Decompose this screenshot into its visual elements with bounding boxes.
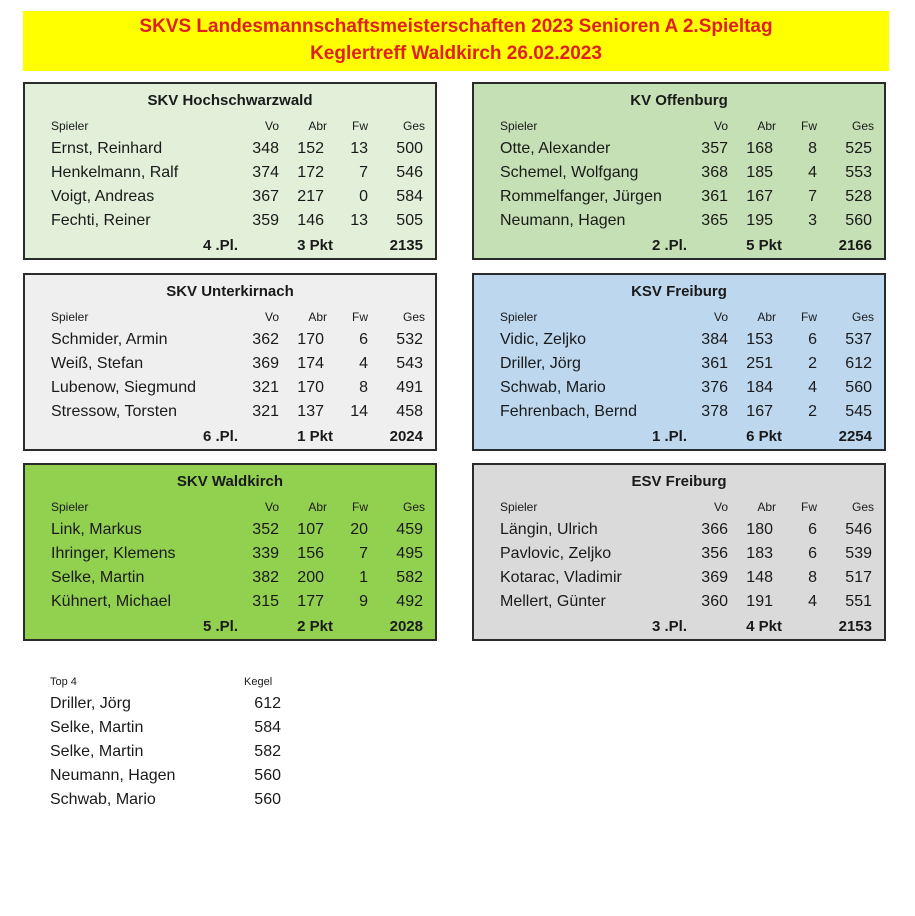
player-fw: 13 <box>350 212 368 229</box>
player-row <box>25 402 435 422</box>
player-ges: 532 <box>396 331 423 348</box>
player-fw: 8 <box>808 140 817 157</box>
player-ges: 612 <box>845 355 872 372</box>
player-fw: 4 <box>808 379 817 396</box>
player-fw: 9 <box>359 593 368 610</box>
player-vo: 384 <box>701 331 728 348</box>
team-box <box>472 82 886 260</box>
column-header-vo: Vo <box>264 500 279 514</box>
top4-player-name: Selke, Martin <box>50 743 144 760</box>
team-place: 4 .Pl. <box>202 237 238 254</box>
top4-player-name: Selke, Martin <box>50 719 144 736</box>
player-name: Driller, Jörg <box>500 355 581 372</box>
team-summary-row <box>25 618 435 638</box>
top4-player-name: Neumann, Hagen <box>50 767 176 784</box>
column-header-player: Spieler <box>500 119 538 133</box>
player-row <box>474 139 884 159</box>
column-header-abr: Abr <box>757 500 776 514</box>
player-vo: 368 <box>701 164 728 181</box>
player-ges: 551 <box>845 593 872 610</box>
player-vo: 348 <box>252 140 279 157</box>
player-row <box>474 520 884 540</box>
player-name: Neumann, Hagen <box>500 212 626 229</box>
team-name: KV Offenburg <box>630 92 728 109</box>
player-ges: 582 <box>396 569 423 586</box>
player-name: Voigt, Andreas <box>51 188 155 205</box>
player-vo: 339 <box>252 545 279 562</box>
player-abr: 156 <box>297 545 324 562</box>
column-header-ges: Ges <box>402 119 425 133</box>
team-place: 6 .Pl. <box>202 428 238 445</box>
player-name: Fechti, Reiner <box>51 212 151 229</box>
player-vo: 369 <box>701 569 728 586</box>
column-header-abr: Abr <box>308 119 327 133</box>
player-name: Pavlovic, Zeljko <box>500 545 612 562</box>
team-box <box>23 273 437 451</box>
player-ges: 491 <box>396 379 423 396</box>
column-header-player: Spieler <box>500 500 538 514</box>
player-row <box>474 402 884 422</box>
column-header-vo: Vo <box>713 310 728 324</box>
team-total: 2166 <box>838 237 872 254</box>
player-abr: 152 <box>297 140 324 157</box>
column-header-ges: Ges <box>851 310 874 324</box>
player-fw: 6 <box>808 331 817 348</box>
team-place: 1 .Pl. <box>651 428 687 445</box>
player-abr: 137 <box>297 403 324 420</box>
player-row <box>474 568 884 588</box>
top4-player-score: 560 <box>254 767 281 784</box>
column-header-player: Spieler <box>51 500 89 514</box>
column-header-player: Spieler <box>500 310 538 324</box>
title-banner <box>23 11 889 71</box>
player-ges: 492 <box>396 593 423 610</box>
player-ges: 560 <box>845 379 872 396</box>
player-ges: 517 <box>845 569 872 586</box>
player-row <box>474 354 884 374</box>
team-summary-row <box>25 428 435 448</box>
column-header-abr: Abr <box>757 119 776 133</box>
team-name: KSV Freiburg <box>631 283 727 300</box>
player-row <box>474 187 884 207</box>
player-row <box>25 139 435 159</box>
player-fw: 13 <box>350 140 368 157</box>
player-vo: 382 <box>252 569 279 586</box>
column-header-row <box>474 500 884 520</box>
player-name: Link, Markus <box>51 521 142 538</box>
player-vo: 360 <box>701 593 728 610</box>
team-total: 2028 <box>389 618 423 635</box>
player-row <box>25 330 435 350</box>
column-header-row <box>25 310 435 330</box>
player-vo: 365 <box>701 212 728 229</box>
player-fw: 14 <box>350 403 368 420</box>
player-row <box>474 211 884 231</box>
player-row <box>474 378 884 398</box>
player-abr: 148 <box>746 569 773 586</box>
top4-header-value: Kegel <box>244 676 273 688</box>
column-header-abr: Abr <box>757 310 776 324</box>
player-abr: 107 <box>297 521 324 538</box>
player-name: Längin, Ulrich <box>500 521 598 538</box>
player-ges: 545 <box>845 403 872 420</box>
player-row <box>474 544 884 564</box>
team-name: ESV Freiburg <box>631 473 727 490</box>
player-abr: 168 <box>746 140 773 157</box>
player-abr: 170 <box>297 331 324 348</box>
player-ges: 528 <box>845 188 872 205</box>
column-header-vo: Vo <box>713 119 728 133</box>
player-fw: 2 <box>808 403 817 420</box>
team-points: 2 Pkt <box>297 618 333 635</box>
player-abr: 200 <box>297 569 324 586</box>
player-row <box>25 520 435 540</box>
player-name: Schemel, Wolfgang <box>500 164 639 181</box>
top4-player-score: 560 <box>254 791 281 808</box>
player-abr: 195 <box>746 212 773 229</box>
player-ges: 505 <box>396 212 423 229</box>
team-total: 2254 <box>838 428 872 445</box>
player-vo: 356 <box>701 545 728 562</box>
player-name: Ihringer, Klemens <box>51 545 176 562</box>
player-vo: 378 <box>701 403 728 420</box>
player-abr: 153 <box>746 331 773 348</box>
team-summary-row <box>474 428 884 448</box>
top4-row <box>50 718 310 738</box>
player-name: Mellert, Günter <box>500 593 606 610</box>
team-place: 5 .Pl. <box>202 618 238 635</box>
team-points: 4 Pkt <box>746 618 782 635</box>
player-fw: 8 <box>359 379 368 396</box>
player-abr: 174 <box>297 355 324 372</box>
player-name: Ernst, Reinhard <box>51 140 163 157</box>
player-ges: 560 <box>845 212 872 229</box>
player-abr: 172 <box>297 164 324 181</box>
column-header-fw: Fw <box>801 500 817 514</box>
team-box <box>472 463 886 641</box>
player-vo: 361 <box>701 188 728 205</box>
column-header-row <box>25 119 435 139</box>
player-ges: 553 <box>845 164 872 181</box>
team-place: 2 .Pl. <box>651 237 687 254</box>
player-vo: 359 <box>252 212 279 229</box>
title-line-2: Keglertreff Waldkirch 26.02.2023 <box>310 43 602 64</box>
team-points: 3 Pkt <box>297 237 333 254</box>
player-ges: 525 <box>845 140 872 157</box>
team-name: SKV Hochschwarzwald <box>147 92 313 109</box>
player-abr: 177 <box>297 593 324 610</box>
player-vo: 315 <box>252 593 279 610</box>
player-row <box>25 592 435 612</box>
team-box <box>23 463 437 641</box>
team-box <box>23 82 437 260</box>
player-abr: 167 <box>746 403 773 420</box>
player-fw: 3 <box>808 212 817 229</box>
team-name: SKV Unterkirnach <box>166 283 294 300</box>
column-header-fw: Fw <box>352 500 368 514</box>
column-header-abr: Abr <box>308 500 327 514</box>
column-header-player: Spieler <box>51 119 89 133</box>
column-header-ges: Ges <box>851 500 874 514</box>
player-fw: 7 <box>359 164 368 181</box>
player-row <box>25 187 435 207</box>
column-header-fw: Fw <box>801 119 817 133</box>
player-ges: 500 <box>396 140 423 157</box>
player-name: Otte, Alexander <box>500 140 611 157</box>
player-ges: 459 <box>396 521 423 538</box>
player-fw: 0 <box>359 188 368 205</box>
player-name: Weiß, Stefan <box>51 355 144 372</box>
player-name: Vidic, Zeljko <box>500 331 586 348</box>
team-points: 5 Pkt <box>746 237 782 254</box>
player-fw: 2 <box>808 355 817 372</box>
column-header-player: Spieler <box>51 310 89 324</box>
player-abr: 191 <box>746 593 773 610</box>
top4-player-name: Driller, Jörg <box>50 695 131 712</box>
column-header-abr: Abr <box>308 310 327 324</box>
player-row <box>25 568 435 588</box>
column-header-vo: Vo <box>264 310 279 324</box>
top4-row <box>50 742 310 762</box>
player-abr: 170 <box>297 379 324 396</box>
player-abr: 146 <box>297 212 324 229</box>
top4-player-score: 612 <box>254 695 281 712</box>
player-vo: 366 <box>701 521 728 538</box>
column-header-vo: Vo <box>713 500 728 514</box>
player-ges: 537 <box>845 331 872 348</box>
team-summary-row <box>25 237 435 257</box>
column-header-fw: Fw <box>352 119 368 133</box>
player-vo: 362 <box>252 331 279 348</box>
player-fw: 1 <box>359 569 368 586</box>
column-header-ges: Ges <box>402 500 425 514</box>
player-fw: 20 <box>350 521 368 538</box>
team-box <box>472 273 886 451</box>
column-header-row <box>474 310 884 330</box>
title-line-1: SKVS Landesmannschaftsmeisterschaften 2023 Senioren A 2.Spieltag <box>139 16 773 37</box>
team-points: 6 Pkt <box>746 428 782 445</box>
player-row <box>474 592 884 612</box>
player-row <box>25 163 435 183</box>
player-ges: 458 <box>396 403 423 420</box>
player-ges: 495 <box>396 545 423 562</box>
player-fw: 6 <box>359 331 368 348</box>
player-row <box>25 378 435 398</box>
player-vo: 321 <box>252 379 279 396</box>
player-name: Selke, Martin <box>51 569 145 586</box>
team-name: SKV Waldkirch <box>176 473 284 490</box>
team-total: 2153 <box>838 618 872 635</box>
player-ges: 539 <box>845 545 872 562</box>
top4-row <box>50 790 310 810</box>
top4-player-score: 582 <box>254 743 281 760</box>
player-ges: 546 <box>845 521 872 538</box>
player-name: Lubenow, Siegmund <box>51 379 196 396</box>
player-row <box>25 211 435 231</box>
player-row <box>474 330 884 350</box>
player-abr: 185 <box>746 164 773 181</box>
player-fw: 6 <box>808 545 817 562</box>
player-vo: 367 <box>252 188 279 205</box>
player-name: Schwab, Mario <box>500 379 606 396</box>
player-abr: 183 <box>746 545 773 562</box>
player-name: Kühnert, Michael <box>51 593 172 610</box>
column-header-row <box>25 500 435 520</box>
top4-player-score: 584 <box>254 719 281 736</box>
top4-player-name: Schwab, Mario <box>50 791 156 808</box>
top4-row <box>50 694 310 714</box>
team-summary-row <box>474 237 884 257</box>
player-fw: 4 <box>359 355 368 372</box>
player-fw: 7 <box>808 188 817 205</box>
player-vo: 374 <box>252 164 279 181</box>
player-abr: 251 <box>746 355 773 372</box>
player-vo: 376 <box>701 379 728 396</box>
player-vo: 321 <box>252 403 279 420</box>
player-row <box>474 163 884 183</box>
player-abr: 167 <box>746 188 773 205</box>
player-vo: 361 <box>701 355 728 372</box>
player-fw: 4 <box>808 164 817 181</box>
player-fw: 4 <box>808 593 817 610</box>
team-points: 1 Pkt <box>297 428 333 445</box>
column-header-ges: Ges <box>402 310 425 324</box>
top4-row <box>50 766 310 786</box>
column-header-row <box>474 119 884 139</box>
team-summary-row <box>474 618 884 638</box>
player-row <box>25 544 435 564</box>
team-total: 2024 <box>389 428 423 445</box>
player-ges: 584 <box>396 188 423 205</box>
player-ges: 546 <box>396 164 423 181</box>
player-name: Kotarac, Vladimir <box>500 569 622 586</box>
player-name: Fehrenbach, Bernd <box>500 403 637 420</box>
player-name: Henkelmann, Ralf <box>51 164 179 181</box>
team-place: 3 .Pl. <box>651 618 687 635</box>
player-vo: 357 <box>701 140 728 157</box>
player-name: Rommelfanger, Jürgen <box>500 188 662 205</box>
top4-table <box>50 672 310 822</box>
player-row <box>25 354 435 374</box>
player-ges: 543 <box>396 355 423 372</box>
column-header-fw: Fw <box>352 310 368 324</box>
player-name: Stressow, Torsten <box>51 403 177 420</box>
player-abr: 217 <box>297 188 324 205</box>
player-fw: 8 <box>808 569 817 586</box>
top4-header-name: Top 4 <box>50 676 77 688</box>
player-fw: 7 <box>359 545 368 562</box>
player-name: Schmider, Armin <box>51 331 168 348</box>
team-total: 2135 <box>389 237 423 254</box>
player-fw: 6 <box>808 521 817 538</box>
column-header-vo: Vo <box>264 119 279 133</box>
player-vo: 352 <box>252 521 279 538</box>
column-header-ges: Ges <box>851 119 874 133</box>
column-header-fw: Fw <box>801 310 817 324</box>
player-abr: 180 <box>746 521 773 538</box>
player-vo: 369 <box>252 355 279 372</box>
player-abr: 184 <box>746 379 773 396</box>
